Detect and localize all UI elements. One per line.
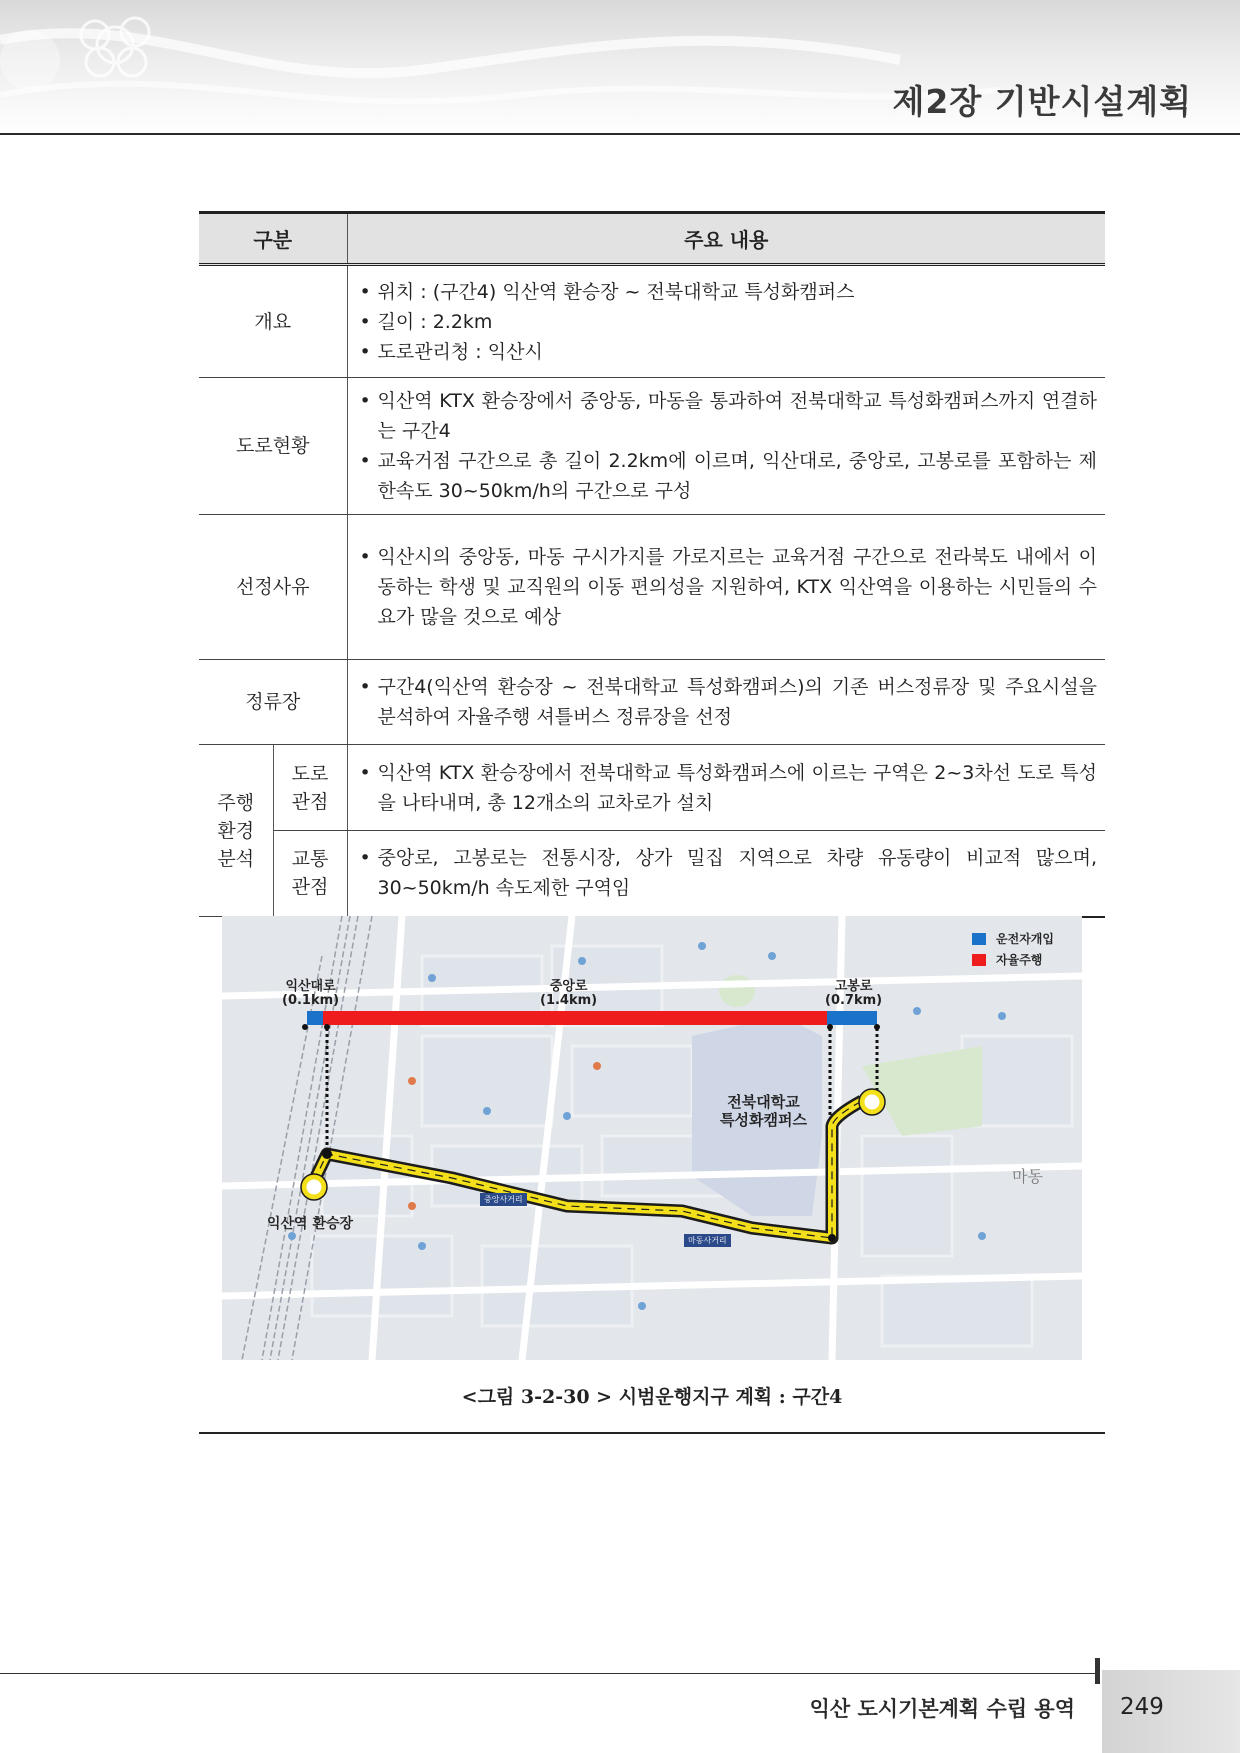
footer-tick [1095,1658,1100,1684]
table-row [199,378,1105,515]
list-item: • 도로관리청 : 익산시 [356,337,1098,367]
caption-rule [199,1432,1105,1434]
station-label: 익산역 환승장 [267,1216,354,1232]
figure-caption: <그림 3-2-30 > 시범운행지구 계획 : 구간4 [461,1386,843,1408]
row-category: 선정사유 [199,515,347,660]
segment-bar-driver [827,1011,877,1025]
map-legend [972,930,1054,972]
footer-title: 익산 도시기본계획 수립 용역 [809,1697,1075,1721]
route-map [222,916,1082,1360]
legend-swatch [972,933,986,945]
campus-label: 전북대학교 특성화캠퍼스 [720,1093,807,1129]
intersection-label: 중앙사거리 [480,1193,527,1206]
legend-swatch [972,954,986,966]
segment-label: 익산대로 (0.1km) [282,979,340,1008]
map-canvas [222,916,1082,1360]
legend-item: 자율주행 [972,951,1054,968]
footer-rule [0,1673,1097,1674]
table-row [199,265,1105,378]
chapter-title: 제2장 기반시설계획 [892,82,1192,121]
row-category: 개요 [199,265,347,378]
segment-bar-autonomous [323,1011,827,1025]
list-item: • 익산역 KTX 환승장에서 중앙동, 마동을 통과하여 전북대학교 특성화캠퍼스까지 연결하는 구간4 [356,386,1098,446]
page-header [0,0,1240,135]
intersection-label: 마동사거리 [684,1234,731,1247]
table-row [199,515,1105,660]
list-item: • 구간4(익산역 환승장 ~ 전북대학교 특성화캠퍼스)의 기존 버스정류장 및 주요시설을 분석하여 자율주행 셔틀버스 정류장을 선정 [356,672,1098,732]
list-item: • 익산시의 중앙동, 마동 구시가지를 가로지르는 교육거점 구간으로 전라북도 내에서 이동하는 학생 및 교직원의 이동 편의성을 지원하여, KTX 익산역을 이용하는 시민들의 수요가 많을 것으로 예상 [356,542,1098,632]
legend-item: 운전자개입 [972,930,1054,947]
segment-label: 고봉로 (0.7km) [825,979,883,1008]
header-content: 주요 내용 [347,213,1105,265]
list-item: • 위치 : (구간4) 익산역 환승장 ~ 전북대학교 특성화캠퍼스 [356,277,1098,307]
segment-bar-driver [307,1011,323,1025]
table-header-row [199,213,1105,265]
list-item: • 중앙로, 고봉로는 전통시장, 상가 밀집 지역으로 차량 유동량이 비교적 많으며, 30~50km/h 속도제한 구역임 [356,843,1098,903]
table-row [199,660,1105,745]
header-rule [0,133,1240,135]
row-category-analysis: 주행 환경 분석 [199,745,273,917]
page-number: 249 [1120,1694,1164,1720]
row-category: 정류장 [199,660,347,745]
segment-label: 중앙로 (1.4km) [540,979,598,1008]
start-marker-icon [304,1177,324,1197]
plan-table [199,211,1105,918]
row-subcategory: 교통 관점 [273,831,347,917]
list-item: • 익산역 KTX 환승장에서 전북대학교 특성화캠퍼스에 이르는 구역은 2~3차선 도로 특성을 나타내며, 총 12개소의 교차로가 설치 [356,758,1098,818]
table-row [199,745,1105,831]
end-marker-icon [862,1092,882,1112]
header-category: 구분 [199,213,347,265]
list-item: • 교육거점 구간으로 총 길이 2.2km에 이르며, 익산대로, 중앙로, 고봉로를 포함하는 제한속도 30~50km/h의 구간으로 구성 [356,446,1098,506]
district-label: 마동 [1012,1167,1043,1186]
row-subcategory: 도로 관점 [273,745,347,831]
table-row [199,831,1105,917]
list-item: • 길이 : 2.2km [356,307,1098,337]
flower-icon [81,18,149,76]
row-category: 도로현황 [199,378,347,515]
